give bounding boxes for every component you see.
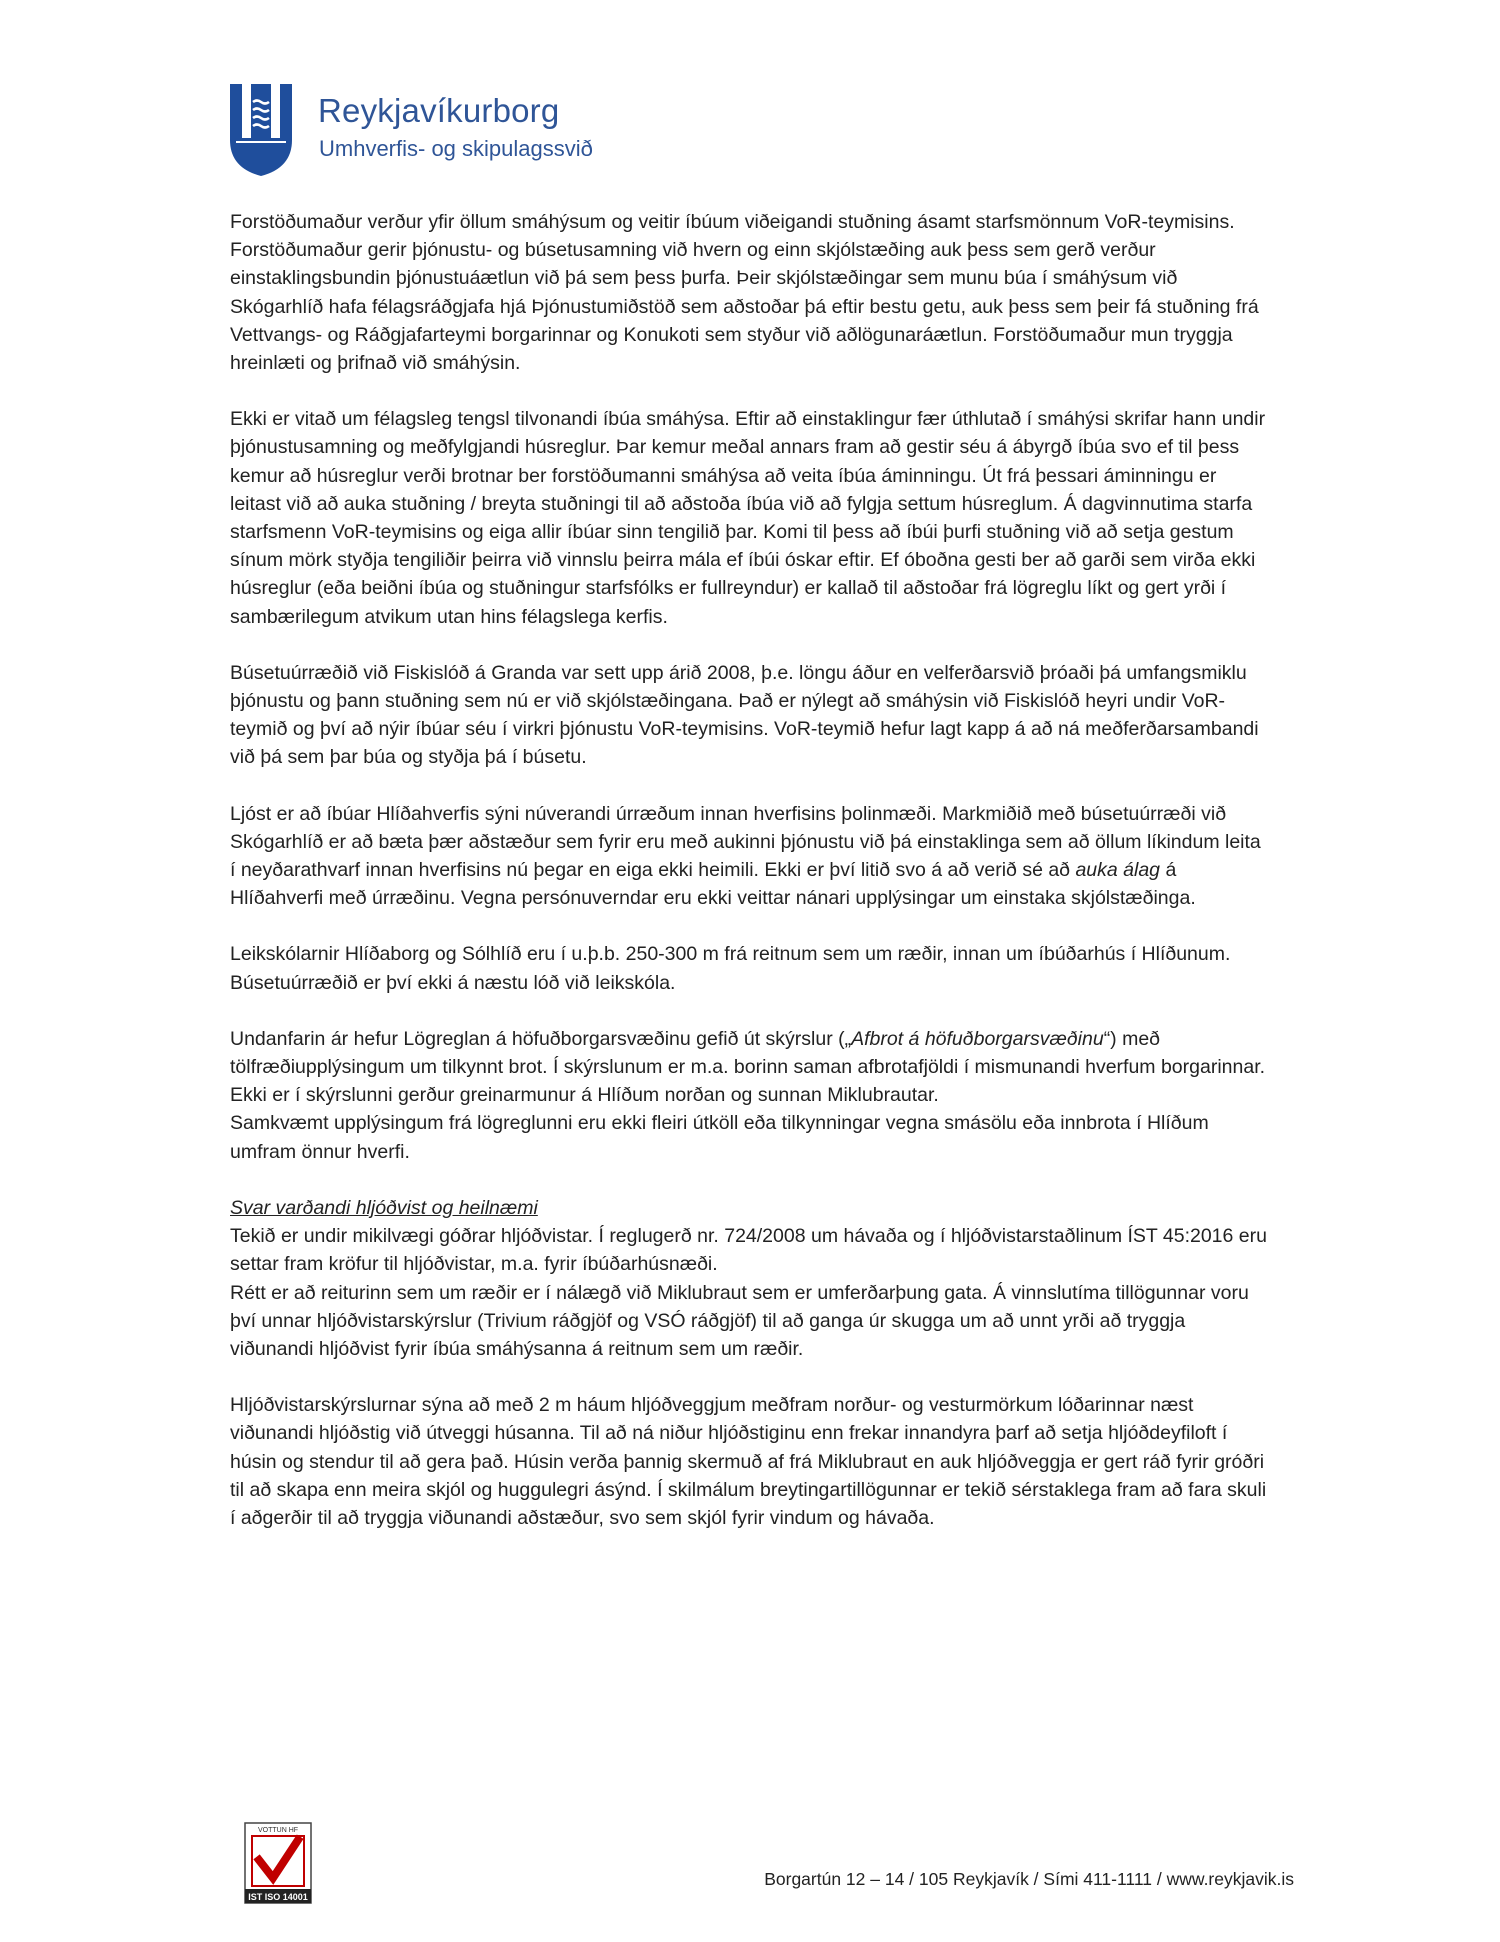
- paragraph: Leikskólarnir Hlíðaborg og Sólhlíð eru í u.þ.b. 250-300 m frá reitnum sem um ræðir, innan um íbúðarhús í Hlíðunum. Búsetuúrræðið er því ekki á næstu lóð við leikskóla.: [230, 943, 1231, 994]
- reykjavik-coat-of-arms-icon: [228, 82, 294, 178]
- paragraph: Rétt er að reiturinn sem um ræðir er í nálægð við Miklubraut sem er umferðarþung gata. Á vinnslutíma tillögunnar voru því unnar hljóðvistarskýrslur (Trivium ráðgjöf og VSÓ ráðgjöf) til að ganga úr skugga um að unnt yrði að tryggja viðunandi hljóðvist fyrir íbúa smáhýsanna á reitnum sem um ræðir.: [230, 1281, 1249, 1360]
- paragraph: [230, 1025, 1270, 1110]
- text-run: á Hlíðahverfi með úrræðinu. Vegna persónuverndar eru ekki veittar nánari upplýsingar um einstaka skjólstæðinga.: [230, 859, 1196, 910]
- cert-top-label: VOTTUN HF: [257, 1827, 299, 1834]
- paragraph: [230, 800, 1270, 913]
- department-name: Umhverfis- og skipulagssvið: [319, 136, 593, 161]
- cert-bottom-label: IST ISO 14001: [248, 1892, 308, 1902]
- iso-certification-checkmark-icon: [244, 1822, 312, 1904]
- paragraph: Hljóðvistarskýrslurnar sýna að með 2 m háum hljóðveggjum meðfram norður- og vesturmörkum lóðarinnar næst viðunandi hljóðstig við útveggi húsanna. Til að ná niður hljóðstiginu enn frekar innandyra þarf að setja hljóðdeyfiloft í húsin og stendur til að gera það. Húsin verða þannig skermuð af frá Miklubraut en auk hljóðveggja er gert ráð fyrir gróðri til að skapa enn meira skjól og huggulegri ásýnd. Í skilmálum breytingartillögunnar er tekið sérstaklega fram að fara skuli í aðgerðir til að tryggja viðunandi aðstæður, svo sem skjól fyrir vindum og hávaða.: [230, 1394, 1267, 1529]
- emphasis: auka álag: [1075, 859, 1161, 882]
- document-body: [230, 208, 1270, 1560]
- paragraph: Tekið er undir mikilvægi góðrar hljóðvistar. Í reglugerð nr. 724/2008 um hávaða og í hljóðvistarstaðlinum ÍST 45:2016 eru settar fram kröfur til hljóðvistar, m.a. fyrir íbúðarhúsnæði.: [230, 1225, 1267, 1276]
- footer-address: Borgartún 12 – 14 / 105 Reykjavík / Sími 411-1111 / www.reykjavik.is: [764, 1869, 1294, 1889]
- emphasis: Afbrot á höfuðborgarsvæðinu: [851, 1027, 1104, 1050]
- section-heading: Svar varðandi hljóðvist og heilnæmi: [230, 1196, 538, 1219]
- paragraph: Búsetuúrræðið við Fiskislóð á Granda var sett upp árið 2008, þ.e. löngu áður en velferðarsvið þróaði þá umfangsmiklu þjónustu og þann stuðning sem nú er við skjólstæðingana. Það er nýlegt að smáhýsin við Fiskislóð heyri undir VoR-teymið og því að nýir íbúar séu í virkri þjónustu VoR-teymisins. VoR-teymið hefur lagt kapp á að ná meðferðarsambandi við þá sem þar búa og styðja þá í búsetu.: [230, 661, 1259, 769]
- paragraph: Ekki er vitað um félagsleg tengsl tilvonandi íbúa smáhýsa. Eftir að einstaklingur fær úthlutað í smáhýsi skrifar hann undir þjónustusamning og meðfylgjandi húsreglur. Þar kemur meðal annars fram að gestir séu á ábyrgð íbúa svo ef til þess kemur að húsreglur verði brotnar ber forstöðumanni smáhýsa að veita íbúa áminningu. Út frá þessari áminningu er leitast við að auka stuðning / breyta stuðningi til að aðstoða íbúa við að fylgja settum húsreglum. Á dagvinnutima starfa starfsmenn VoR-teymisins og eiga allir íbúar sinn tengilið þar. Komi til þess að íbúi þurfi stuðning við að setja gestum sínum mörk styðja tengiliðir þeirra við vinnslu þeirra mála ef íbúi óskar eftir. Ef óboðna gesti ber að garði sem virða ekki húsreglur (eða beiðni íbúa og stuðningur starfsfólks er fullreyndur) er kallað til aðstoðar frá lögreglu líkt og gert yrði í sambærilegum atvikum utan hins félagslega kerfis.: [230, 408, 1266, 628]
- paragraph: Forstöðumaður verður yfir öllum smáhýsum og veitir íbúum viðeigandi stuðning ásamt starfsmönnum VoR-teymisins. Forstöðumaður gerir þjónustu- og búsetusamning við hvern og einn skjólstæðing auk þess sem gerð verður einstaklingsbundin þjónustuáætlun við þá sem þess þurfa. Þeir skjólstæðingar sem munu búa í smáhýsum við Skógarhlíð hafa félagsráðgjafa hjá Þjónustumiðstöð sem aðstoðar þá eftir bestu getu, auk þess sem þeir fá stuðning frá Vettvangs- og Ráðgjafarteymi borgarinnar og Konukoti sem styður við aðlögunaráætlun. Forstöðumaður mun tryggja hreinlæti og þrifnað við smáhýsin.: [230, 211, 1259, 375]
- text-run: Undanfarin ár hefur Lögreglan á höfuðborgarsvæðinu gefið út skýrslur („: [230, 1027, 852, 1050]
- letterhead: [228, 82, 828, 182]
- text-run: Ljóst er að íbúar Hlíðahverfis sýni núverandi úrræðum innan hverfisins þolinmæði. Markmiðið með búsetuúrræði við Skógarhlíð er að bæta þær aðstæður sem fyrir eru með aukinni þjónustu við þá einstaklinga sem að öllum líkindum leita í neyðarathvarf innan hverfisins nú þegar en eiga ekki heimili. Ekki er því litið svo á að verið sé að: [230, 802, 1261, 882]
- text-run: “) með tölfræðiupplýsingum um tilkynnt brot. Í skýrslunum er m.a. borinn saman afbrotafjöldi í mismunandi hverfum borgarinnar. Ekki er í skýrslunni gerður greinarmunur á Hlíðum norðan og sunnan Miklubrautar.: [230, 1027, 1266, 1107]
- organization-name: Reykjavíkurborg: [318, 92, 560, 129]
- paragraph: Samkvæmt upplýsingum frá lögreglunni eru ekki fleiri útköll eða tilkynningar vegna smásölu eða innbrota í Hlíðum umfram önnur hverfi.: [230, 1112, 1209, 1163]
